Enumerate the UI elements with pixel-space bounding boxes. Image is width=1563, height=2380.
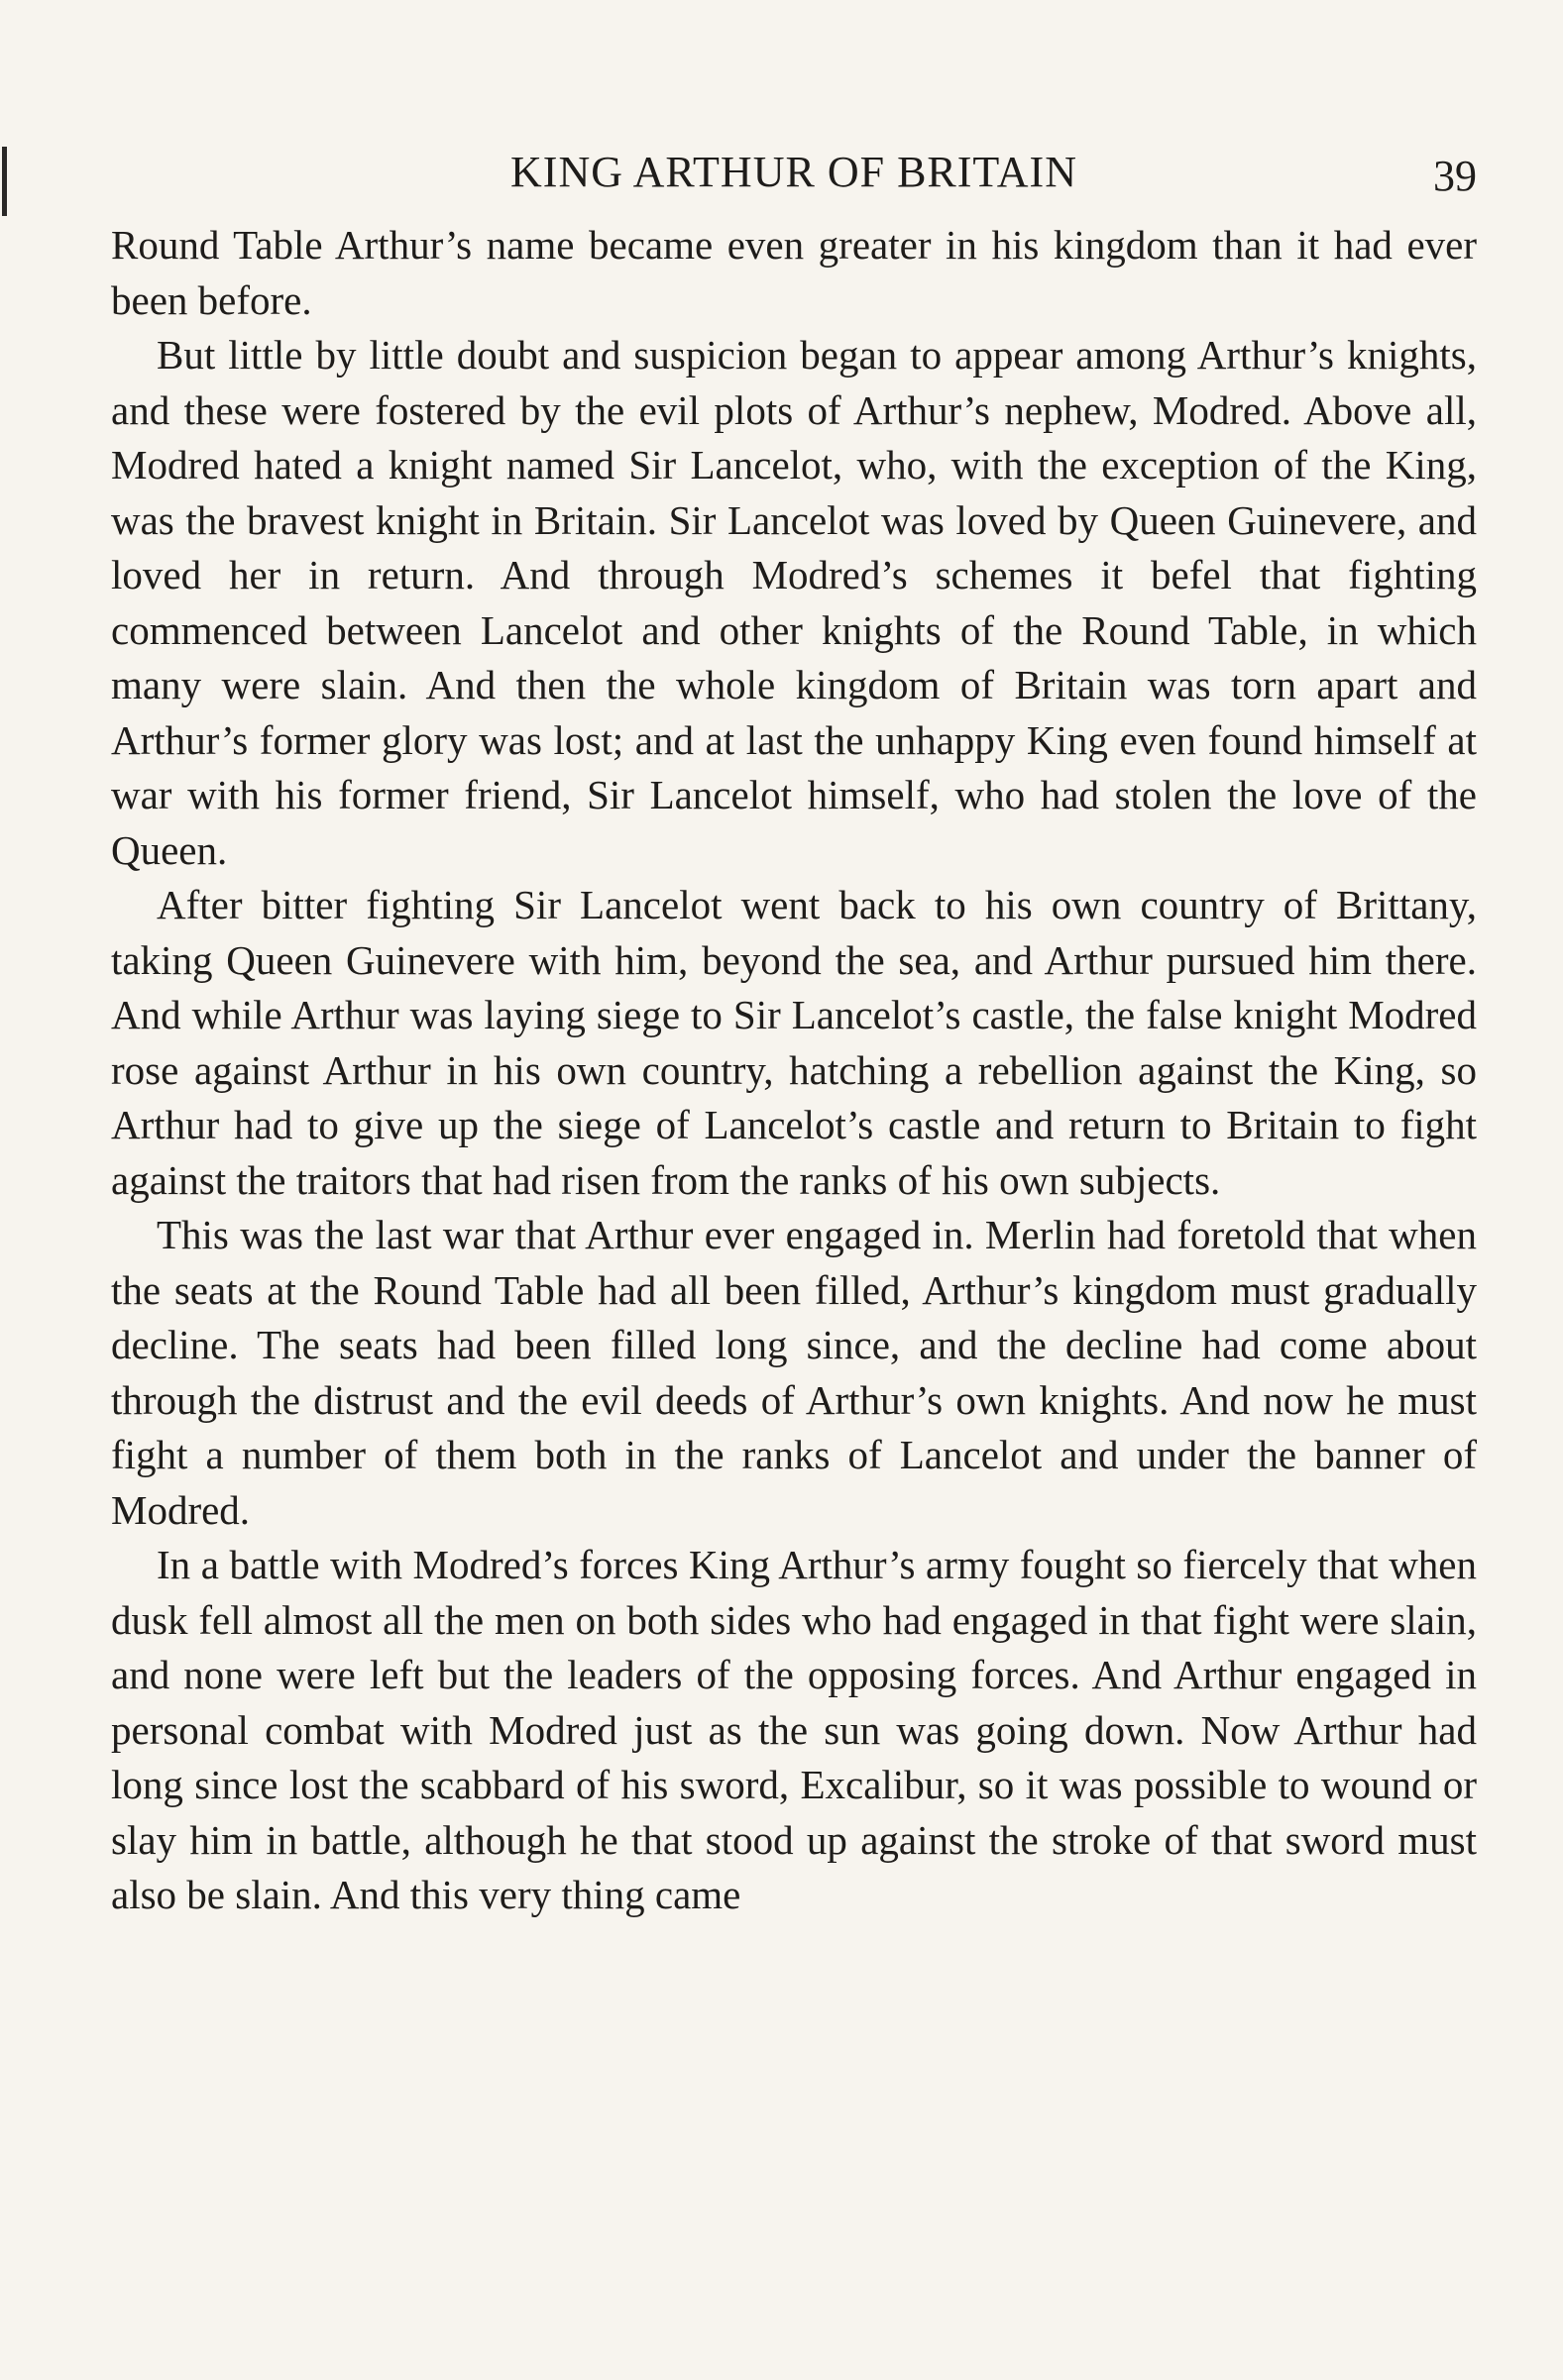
page-number: 39 (1433, 152, 1477, 200)
body-text (111, 218, 1477, 1923)
paragraph-5: In a battle with Modred’s forces King Arthur’s army fought so fiercely that when dusk fell almost all the men on both sides who had engaged in that fight were slain, and none were left but the leaders of the opposing forces. And Arthur engaged in personal combat with Modred just as the sun was going down. Now Arthur had long since lost the scabbard of his sword, Excalibur, so it was possible to wound or slay him in battle, although he that stood up against the stroke of that sword must also be slain. And this very thing came (111, 1542, 1477, 1917)
running-title: KING ARTHUR OF BRITAIN (510, 148, 1077, 196)
binding-mark (2, 147, 7, 216)
book-page (111, 149, 1477, 1923)
paragraph-1: Round Table Arthur’s name became even greater in his kingdom than it had ever been before. (111, 222, 1477, 323)
paragraph-3: After bitter fighting Sir Lancelot went back to his own country of Brittany, taking Queen Guinevere with him, beyond the sea, and Arthur pursued him there. And while Arthur was laying siege to Sir Lancelot’s castle, the false knight Modred rose against Arthur in his own country, hatching a rebellion against the King, so Arthur had to give up the siege of Lancelot’s castle and return to Britain to fight against the traitors that had risen from the ranks of his own subjects. (111, 882, 1477, 1203)
paragraph-2: But little by little doubt and suspicion began to appear among Arthur’s knights, and these were fostered by the evil plots of Arthur’s nephew, Modred. Above all, Modred hated a knight named Sir Lancelot, who, with the exception of the King, was the bravest knight in Britain. Sir Lancelot was loved by Queen Guinevere, and loved her in return. And through Modred’s schemes it befel that fighting commenced between Lancelot and other knights of the Round Table, in which many were slain. And then the whole kingdom of Britain was torn apart and Arthur’s former glory was lost; and at last the unhappy King even found himself at war with his former friend, Sir Lancelot himself, who had stolen the love of the Queen. (111, 332, 1477, 873)
running-head (111, 149, 1477, 218)
paragraph-4: This was the last war that Arthur ever engaged in. Merlin had foretold that when the seats at the Round Table had all been filled, Arthur’s kingdom must gradually decline. The seats had been filled long since, and the decline had come about through the distrust and the evil deeds of Arthur’s own knights. And now he must fight a number of them both in the ranks of Lancelot and under the banner of Modred. (111, 1212, 1477, 1533)
